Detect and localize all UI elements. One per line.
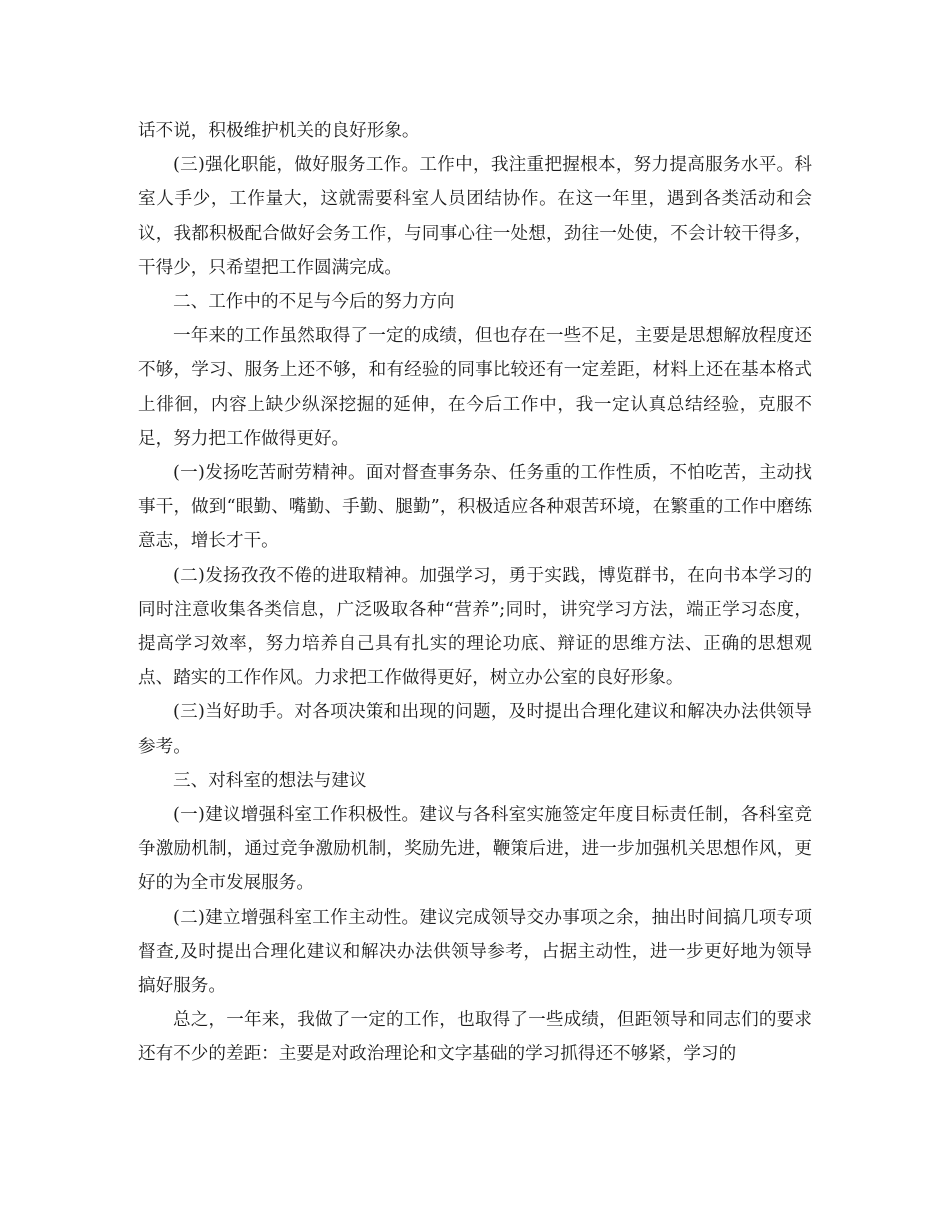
paragraph-suggestion-proactive: (二)建立增强科室工作主动性。建议完成领导交办事项之余，抽出时间搞几项专项督查,及时提出合理化建议和解决办法供领导参考，占据主动性，进一步更好地为领导搞好服务。 (138, 907, 812, 997)
paragraph-strengthen-service: (三)强化职能，做好服务工作。工作中，我注重把握根本，努力提高服务水平。科室人手少，工作量大，这就需要科室人员团结协作。在这一年里，遇到各类活动和会议，我都积极配合做好会务工作，与同事心往一处想，劲往一处使，不会计较干得多，干得少，只希望把工作圆满完成。 (138, 155, 812, 278)
paragraph-suggestion-initiative: (一)建议增强科室工作积极性。建议与各科室实施签定年度目标责任制，各科室竞争激励机制，通过竞争激励机制，奖励先进，鞭策后进，进一步加强机关思想作风，更好的为全市发展服务。 (138, 805, 812, 894)
section-heading-suggestions: 三、对科室的想法与建议 (173, 770, 367, 791)
paragraph-good-assistant: (三)当好助手。对各项决策和出现的问题，及时提出合理化建议和解决办法供领导参考。 (138, 702, 812, 757)
paragraph-summary: 总之，一年来，我做了一定的工作，也取得了一些成绩，但距领导和同志们的要求还有不少的差距：主要是对政治理论和文字基础的学习抓得还不够紧，学习的 (138, 1010, 812, 1065)
section-heading-shortcomings: 二、工作中的不足与今后的努力方向 (173, 292, 455, 313)
paragraph-enterprising-spirit: (二)发扬孜孜不倦的进取精神。加强学习，勇于实践，博览群书，在向书本学习的同时注意收集各类信息，广泛吸取各种“营养”;同时，讲究学习方法，端正学习态度，提高学习效率，努力培养自己具有扎实的理论功底、辩证的思维方法、正确的思想观点、踏实的工作作风。力求把工作做得更好，树立办公室的良好形象。 (138, 565, 812, 689)
document-body (138, 114, 812, 1072)
paragraph-shortcomings: 一年来的工作虽然取得了一定的成绩，但也存在一些不足，主要是思想解放程度还不够，学习、服务上还不够，和有经验的同事比较还有一定差距，材料上还在基本格式上徘徊，内容上缺少纵深挖掘的延伸，在今后工作中，我一定认真总结经验，克服不足，努力把工作做得更好。 (138, 326, 812, 449)
paragraph-continuation: 话不说，积极维护机关的良好形象。 (138, 121, 420, 141)
paragraph-hardworking-spirit: (一)发扬吃苦耐劳精神。面对督查事务杂、任务重的工作性质，不怕吃苦，主动找事干，做到“眼勤、嘴勤、手勤、腿勤”，积极适应各种艰苦环境，在繁重的工作中磨练意志，增长才干。 (138, 463, 812, 552)
